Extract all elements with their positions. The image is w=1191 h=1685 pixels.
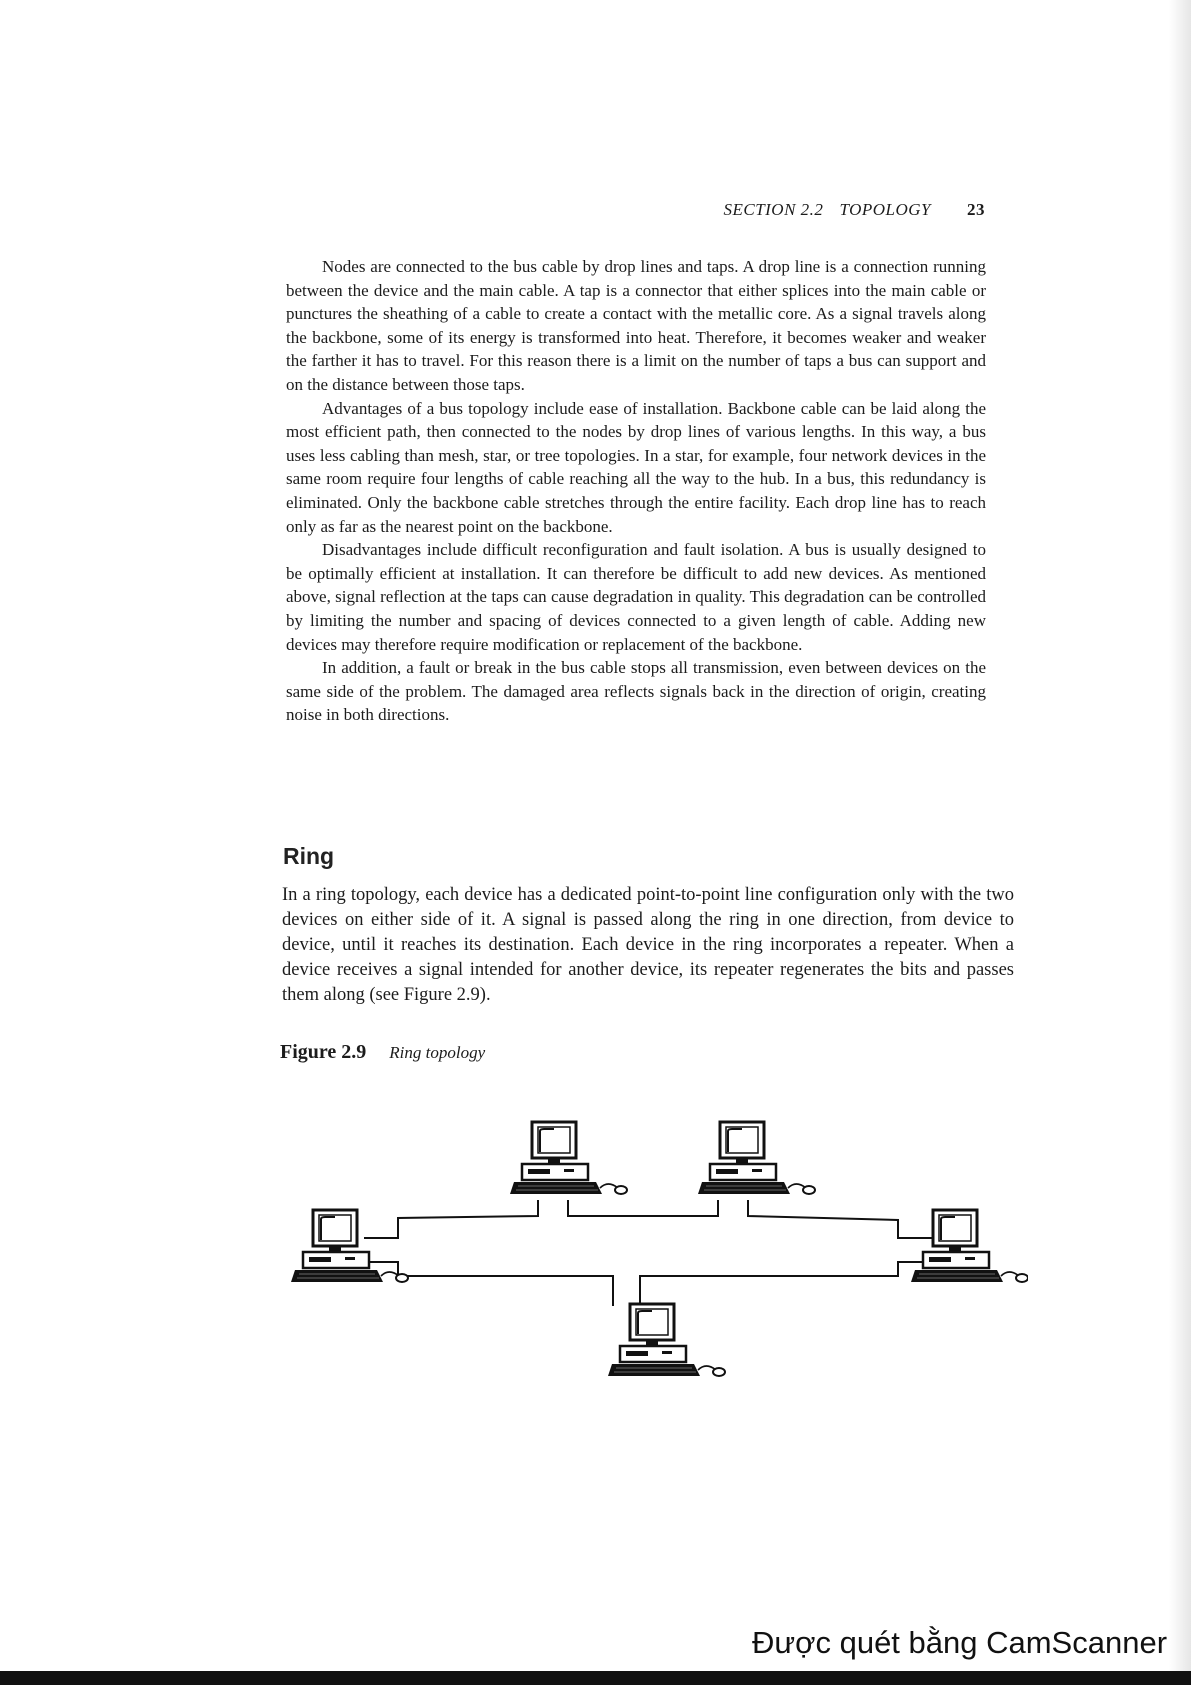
- computer-icon-left: [291, 1210, 408, 1282]
- paragraph-ring: In a ring topology, each device has a dedicated point-to-point line configuration only with the two devices on either side of it. A signal is passed along the ring in one direction, from device to device, until it reaches its destination. Each device in the ring incorporates a repeater. When a device receives a signal intended for another device, its repeater regenerates the bits and passes them along (see Figure 2.9).: [282, 885, 1014, 1005]
- figure-number: Figure 2.9: [280, 1041, 367, 1063]
- camscanner-watermark: Được quét bằng CamScanner: [752, 1625, 1168, 1660]
- bottom-edge-bar: [0, 1671, 1191, 1685]
- figure-caption: [280, 1041, 485, 1064]
- page-edge-shadow: [1169, 0, 1191, 1685]
- paragraph-fault: In addition, a fault or break in the bus cable stops all transmission, even between devices on the same side of the problem. The damaged area reflects signals back in the direction of origin, creating noise in both directions.: [286, 658, 986, 725]
- paragraph-advantages: Advantages of a bus topology include ease of installation. Backbone cable can be laid along the most efficient path, then connected to the nodes by drop lines of various lengths. In this way, a bus uses less cabling than mesh, star, or tree topologies. In a star, for example, four network devices in the same room require four lengths of cable reaching all the way to the hub. In a bus, this redundancy is eliminated. Only the backbone cable stretches through the entire facility. Each drop line has to reach only as far as the nearest point on the backbone.: [286, 398, 986, 536]
- body-text: [286, 255, 986, 727]
- running-head-topic: TOPOLOGY: [839, 200, 931, 219]
- figure-title: Ring topology: [389, 1043, 486, 1062]
- ring-cable: [364, 1200, 933, 1306]
- computer-icon-top-right: [698, 1122, 815, 1194]
- computer-icon-bottom: [608, 1304, 725, 1376]
- running-head-section: SECTION 2.2: [723, 200, 824, 219]
- page-number: 23: [967, 200, 985, 219]
- running-head: [700, 200, 985, 220]
- ring-topology-figure: [288, 1110, 1028, 1400]
- paragraph-disadvantages: Disadvantages include difficult reconfiguration and fault isolation. A bus is usually designed to be optimally efficient at installation. It can therefore be difficult to add new devices. As mentioned above, signal reflection at the taps can cause degradation in quality. This degradation can be controlled by limiting the number and spacing of devices connected to a given length of cable. Adding new devices may therefore require modification or replacement of the backbone.: [286, 540, 986, 654]
- computer-icon-top-left: [510, 1122, 627, 1194]
- paragraph-drop-lines: Nodes are connected to the bus cable by drop lines and taps. A drop line is a connection running between the device and the main cable. A tap is a connector that either splices into the main cable or punctures the sheathing of a cable to create a contact with the metallic core. As a signal travels along the backbone, some of its energy is transformed into heat. Therefore, it becomes weaker and weaker the farther it has to travel. For this reason there is a limit on the number of taps a bus can support and on the distance between those taps.: [286, 257, 986, 394]
- computer-icon-right: [911, 1210, 1028, 1282]
- section-heading: Ring: [283, 843, 335, 869]
